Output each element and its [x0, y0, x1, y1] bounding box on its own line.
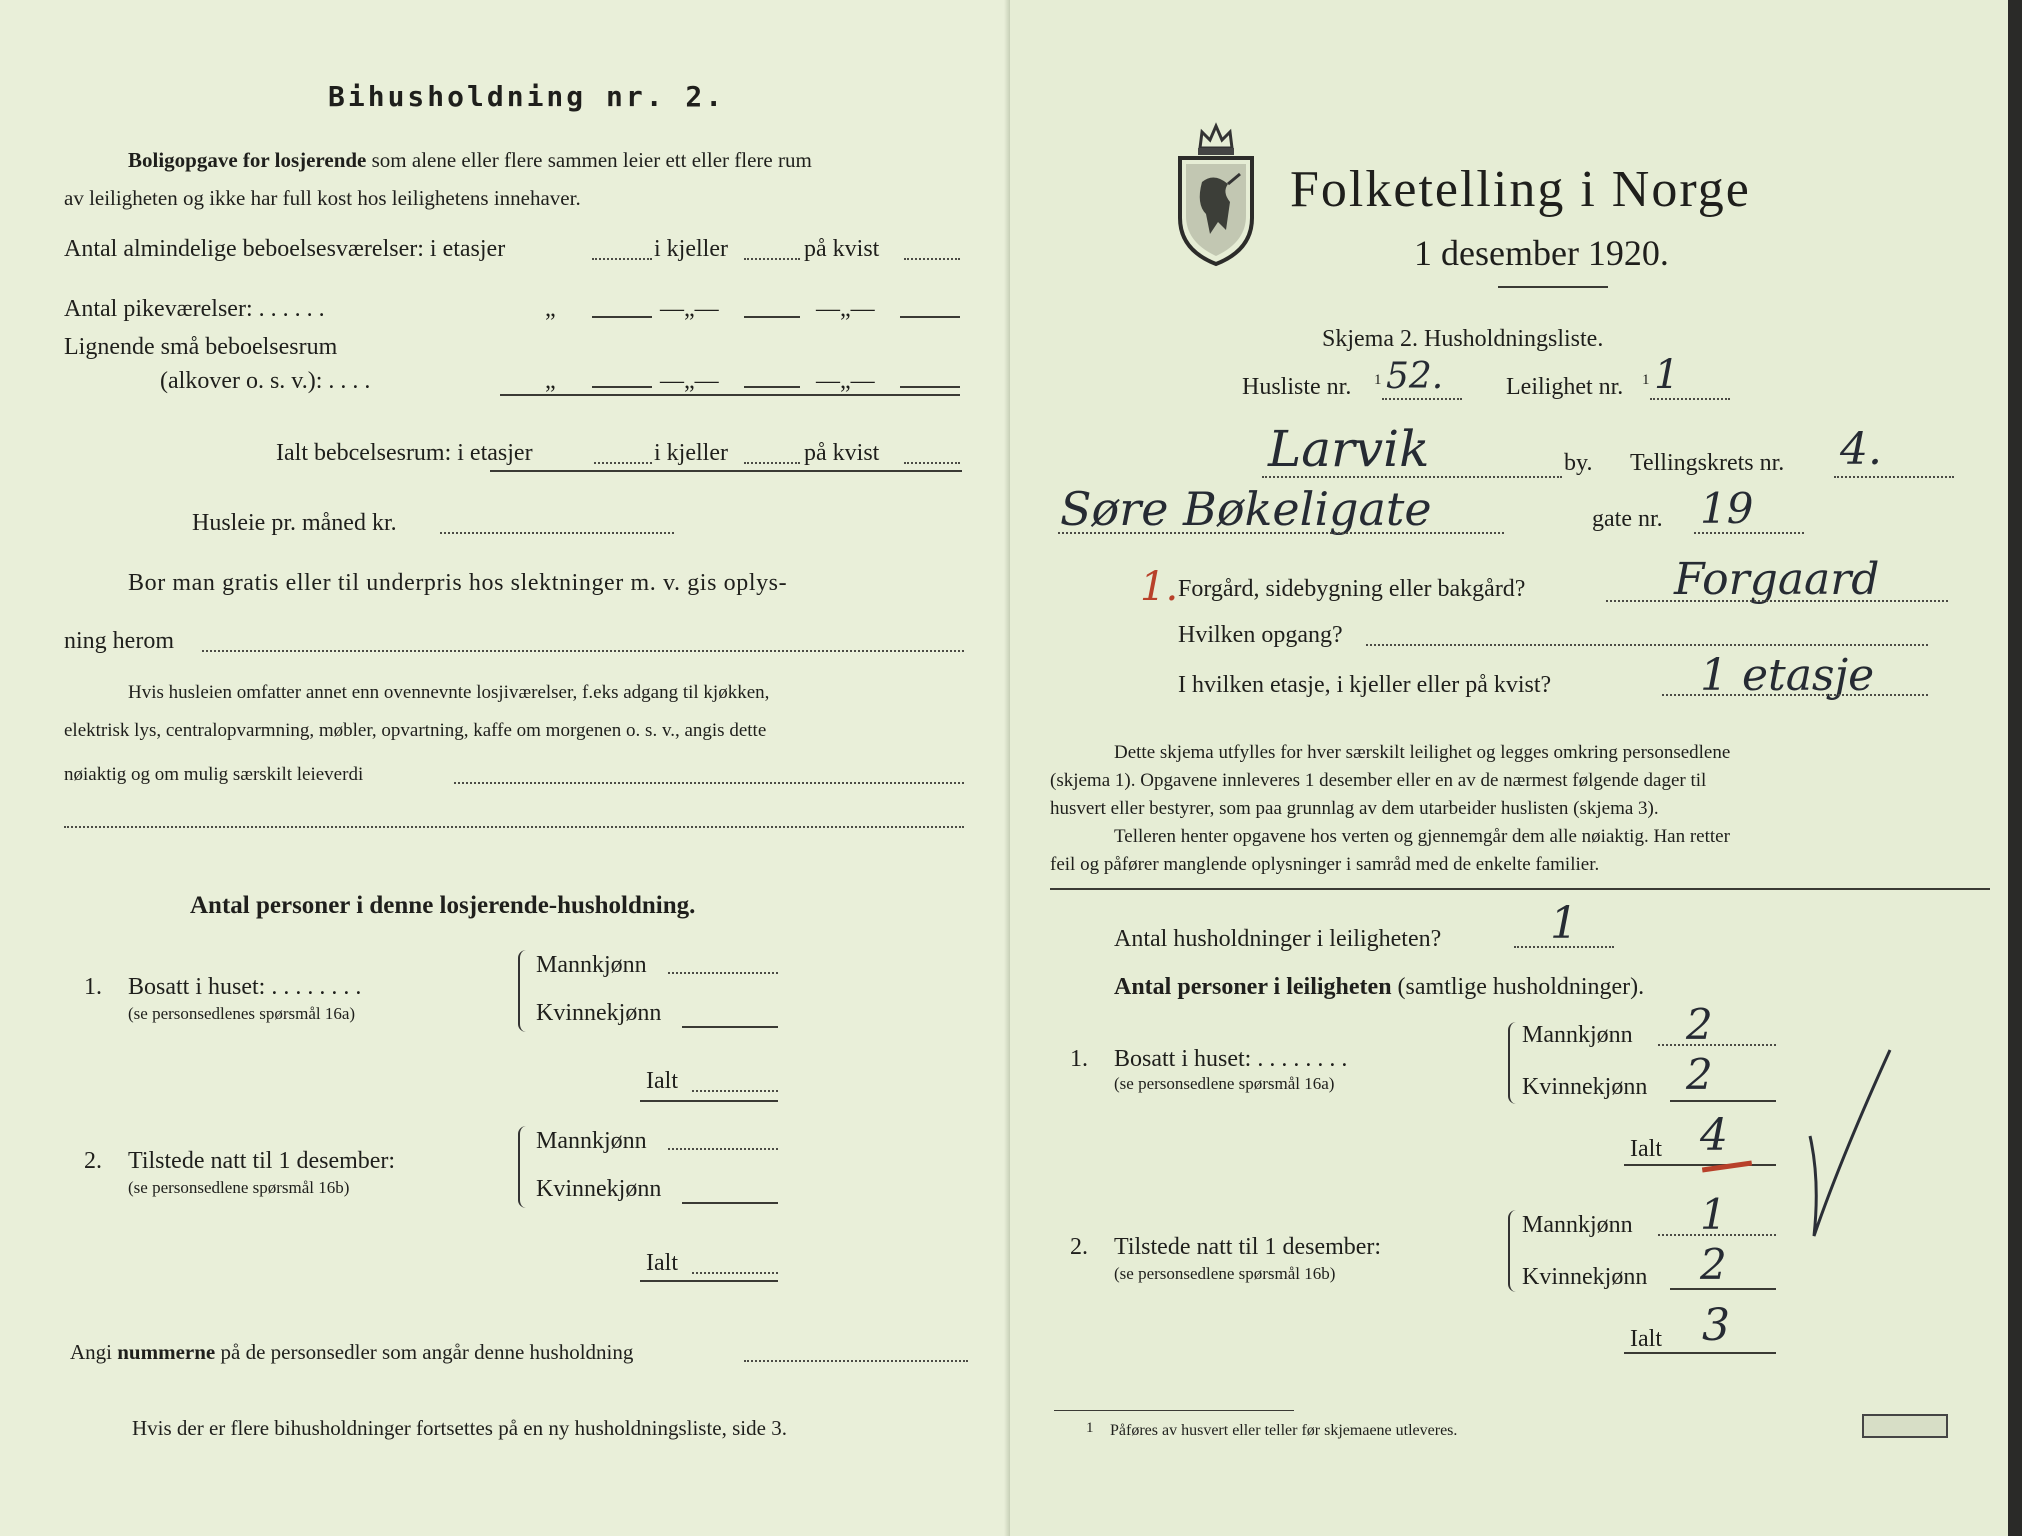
- q2-kvinne-field[interactable]: [682, 1202, 778, 1204]
- angi-bold: nummerne: [117, 1340, 216, 1364]
- r-q2-kvinne-value: 2: [1700, 1240, 1727, 1289]
- r-q1-sub: (se personsedlene spørsmål 16a): [1114, 1074, 1335, 1093]
- husliste-value: 52.: [1386, 356, 1444, 397]
- r-q1-mann-field[interactable]: [1658, 1044, 1776, 1046]
- forgard-value: Forgaard: [1674, 554, 1880, 605]
- tellingskrets-value: 4.: [1840, 424, 1882, 475]
- opgang-label: Hvilken opgang?: [1178, 622, 1343, 648]
- extra-line-field[interactable]: [64, 826, 964, 828]
- r-q2-label: Tilstede natt til 1 desember:: [1114, 1234, 1382, 1260]
- pike-etasjer-field[interactable]: [592, 316, 652, 318]
- pike-dash-1: —„—: [660, 296, 719, 322]
- antal-hush-label: Antal husholdninger i leiligheten?: [1114, 926, 1442, 952]
- forgard-field[interactable]: [1606, 600, 1948, 602]
- r-q1-mann-label: Mannkjønn: [1522, 1022, 1633, 1048]
- bor-man-line-2: ning herom: [64, 628, 174, 654]
- info-line-2: (skjema 1). Opgavene innleveres 1 desember eller en av de nærmest følgende dager til: [1050, 770, 1707, 791]
- kvist-field[interactable]: [904, 258, 960, 260]
- q2-ialt-field[interactable]: [692, 1272, 778, 1274]
- by-value: Larvik: [1268, 420, 1430, 478]
- q1-ialt-underline: [640, 1100, 778, 1102]
- antal-pers-line: [1114, 974, 1644, 1001]
- gate-nr-label: gate nr.: [1592, 506, 1663, 532]
- gate-nr-field[interactable]: [1694, 532, 1804, 534]
- alkover-dash-2: —„—: [816, 368, 875, 394]
- r-q1-number: 1.: [1070, 1046, 1088, 1072]
- q1-label: Bosatt i huset: . . . . . . . .: [128, 974, 362, 1000]
- q2-brace: [518, 1126, 530, 1208]
- lignende-label: Lignende små beboelsesrum: [64, 334, 338, 360]
- r-q2-ialt-label: Ialt: [1630, 1326, 1662, 1352]
- antal-hush-field[interactable]: [1514, 946, 1614, 948]
- footnote-text: Påføres av husvert eller teller før skjemaene utleveres.: [1110, 1422, 1458, 1439]
- kjeller-label: i kjeller: [654, 236, 728, 262]
- etasjer-field[interactable]: [592, 258, 652, 260]
- printer-stamp-icon: [1862, 1414, 1948, 1438]
- margin-check-mark: 1.: [1140, 564, 1179, 610]
- husleie-field[interactable]: [440, 532, 674, 534]
- q1-kvinne-label: Kvinnekjønn: [536, 1000, 662, 1026]
- r-q1-kvinne-field[interactable]: [1670, 1100, 1776, 1102]
- r-q1-label: Bosatt i huset: . . . . . . . .: [1114, 1046, 1348, 1072]
- leilighet-field[interactable]: [1650, 398, 1730, 400]
- q1-mann-label: Mannkjønn: [536, 952, 647, 978]
- ialt-beboelse-label: Ialt bebcelsesrum: i etasjer: [276, 440, 533, 466]
- scan-edge-right: [2008, 0, 2022, 1536]
- leilighet-value: 1: [1654, 352, 1680, 398]
- tellingskrets-field[interactable]: [1834, 476, 1954, 478]
- husleie-label: Husleie pr. måned kr.: [192, 510, 397, 536]
- bor-man-line-1: Bor man gratis eller til underpris hos slektninger m. v. gis oplys-: [128, 570, 788, 596]
- main-title: Folketelling i Norge: [1290, 161, 1751, 218]
- antal-personer-heading: Antal personer i denne losjerende-husholdning.: [190, 892, 696, 919]
- q1-brace: [518, 950, 530, 1032]
- pike-dash-2: —„—: [816, 296, 875, 322]
- intro-rest: som alene eller flere sammen leier ett eller flere rum: [371, 148, 812, 172]
- r-q1-ialt-field[interactable]: [1624, 1164, 1776, 1166]
- footnote-divider: [1054, 1410, 1294, 1411]
- q1-mann-field[interactable]: [668, 972, 778, 974]
- intro-line-1: [128, 148, 812, 173]
- q1-number: 1.: [84, 974, 102, 1000]
- r-q2-number: 2.: [1070, 1234, 1088, 1260]
- leieverdi-field[interactable]: [454, 782, 964, 784]
- skjema-label: Skjema 2. Husholdningsliste.: [1322, 326, 1604, 352]
- forgard-label: Forgård, sidebygning eller bakgård?: [1178, 576, 1526, 602]
- r-q1-kvinne-value: 2: [1686, 1050, 1713, 1099]
- gate-nr-value: 19: [1700, 484, 1754, 533]
- right-page: [1010, 0, 2022, 1536]
- r-q2-kvinne-field[interactable]: [1670, 1288, 1776, 1290]
- etasje-value: 1 etasje: [1700, 650, 1875, 701]
- r-q2-kvinne-label: Kvinnekjønn: [1522, 1264, 1648, 1290]
- hvis-flere-note: Hvis der er flere bihusholdninger fortsettes på en ny husholdningsliste, side 3.: [132, 1416, 787, 1440]
- info-line-4: Telleren henter opgavene hos verten og gjennemgår dem alle nøiaktig. Han retter: [1114, 826, 1730, 847]
- leilighet-label: Leilighet nr.: [1506, 374, 1624, 400]
- opgang-field[interactable]: [1366, 644, 1928, 646]
- gate-value: Søre Bøkeligate: [1060, 482, 1432, 536]
- angi-line: [70, 1340, 633, 1365]
- pikevaerelser-label: Antal pikeværelser: . . . . . .: [64, 296, 325, 322]
- hvis-husleien-2: elektrisk lys, centralopvarmning, møbler, opvartning, kaffe om morgenen o. s. v., angis dette: [64, 720, 767, 741]
- date-divider: [1498, 286, 1608, 288]
- antal-beboelse-label: Antal almindelige beboelsesværelser: i etasjer: [64, 236, 506, 262]
- etasje-label: I hvilken etasje, i kjeller eller på kvist?: [1178, 672, 1552, 698]
- kjeller-field[interactable]: [744, 258, 800, 260]
- footnote-number: 1: [1086, 1420, 1094, 1436]
- kvist-label: på kvist: [804, 236, 880, 262]
- ialt-kjeller-field[interactable]: [744, 462, 800, 464]
- angi-field[interactable]: [744, 1360, 968, 1362]
- ialt-underline: [490, 470, 962, 472]
- hvis-husleien-1: Hvis husleien omfatter annet enn ovennevnte losjiværelser, f.eks adgang til kjøkken,: [128, 682, 770, 703]
- q1-kvinne-field[interactable]: [682, 1026, 778, 1028]
- by-label: by.: [1564, 450, 1593, 476]
- q1-ialt-field[interactable]: [692, 1090, 778, 1092]
- etasje-field[interactable]: [1662, 694, 1928, 696]
- bor-man-field[interactable]: [202, 650, 964, 652]
- angi-pre: Angi: [70, 1340, 112, 1364]
- q1-sub: (se personsedlenes spørsmål 16a): [128, 1004, 356, 1023]
- r-q1-brace: [1508, 1022, 1520, 1104]
- info-line-5: feil og påfører manglende oplysninger i samråd med de enkelte familier.: [1050, 854, 1600, 875]
- info-divider: [1050, 888, 1990, 890]
- r-q2-mann-value: 1: [1700, 1190, 1727, 1239]
- r-q1-kvinne-label: Kvinnekjønn: [1522, 1074, 1648, 1100]
- alkover-kvist-field[interactable]: [900, 386, 960, 388]
- pike-kvist-field[interactable]: [900, 316, 960, 318]
- husliste-label: Husliste nr.: [1242, 374, 1352, 400]
- r-q2-ialt-value: 3: [1702, 1300, 1730, 1351]
- q2-number: 2.: [84, 1148, 102, 1174]
- husliste-footnote-mark: 1: [1374, 372, 1382, 388]
- left-title: Bihusholdning nr. 2.: [328, 80, 726, 113]
- ialt-kjeller-label: i kjeller: [654, 440, 728, 466]
- alkover-dash-1: —„—: [660, 368, 719, 394]
- norwegian-coat-of-arms-icon: [1170, 118, 1262, 268]
- r-q2-brace: [1508, 1210, 1520, 1292]
- pike-comma: „: [545, 296, 556, 322]
- info-line-1: Dette skjema utfylles for hver særskilt leilighet og legges omkring personsedlene: [1114, 742, 1731, 763]
- q2-label: Tilstede natt til 1 desember:: [128, 1148, 396, 1174]
- check-tick-icon: [1800, 1040, 1920, 1240]
- gate-field[interactable]: [1058, 532, 1504, 534]
- antal-pers-bold: Antal personer i leiligheten: [1114, 974, 1392, 1000]
- red-check-mark: [1702, 1161, 1752, 1173]
- ialt-etasjer-field[interactable]: [594, 462, 652, 464]
- q2-mann-field[interactable]: [668, 1148, 778, 1150]
- hvis-husleien-3: nøiaktig og om mulig særskilt leieverdi: [64, 764, 364, 785]
- tellingskrets-label: Tellingskrets nr.: [1630, 450, 1785, 476]
- pike-kjeller-field[interactable]: [744, 316, 800, 318]
- alkover-label: (alkover o. s. v.): . . . .: [160, 368, 371, 394]
- alkover-comma: „: [545, 368, 556, 394]
- q2-sub: (se personsedlene spørsmål 16b): [128, 1178, 350, 1197]
- q1-ialt-label: Ialt: [646, 1068, 678, 1094]
- q2-ialt-underline: [640, 1280, 778, 1282]
- by-field[interactable]: [1262, 476, 1562, 478]
- intro-line-2: av leiligheten og ikke har full kost hos leilighetens innehaver.: [64, 186, 581, 210]
- ialt-kvist-field[interactable]: [904, 462, 960, 464]
- r-q2-ialt-field[interactable]: [1624, 1352, 1776, 1354]
- r-q2-mann-field[interactable]: [1658, 1234, 1776, 1236]
- census-date: 1 desember 1920.: [1414, 233, 1669, 273]
- r-q1-ialt-value: 4: [1700, 1110, 1728, 1161]
- r-q2-sub: (se personsedlene spørsmål 16b): [1114, 1264, 1336, 1283]
- alkover-etasjer-field[interactable]: [592, 386, 652, 388]
- angi-rest: på de personsedler som angår denne husholdning: [220, 1340, 634, 1364]
- q2-kvinne-label: Kvinnekjønn: [536, 1176, 662, 1202]
- r-q1-ialt-label: Ialt: [1630, 1136, 1662, 1162]
- left-page: [0, 0, 1010, 1536]
- info-line-3: husvert eller bestyrer, som paa grunnlag av dem utarbeider huslisten (skjema 3).: [1050, 798, 1659, 819]
- r-q1-mann-value: 2: [1686, 1000, 1713, 1049]
- alkover-kjeller-field[interactable]: [744, 386, 800, 388]
- q2-mann-label: Mannkjønn: [536, 1128, 647, 1154]
- r-q2-mann-label: Mannkjønn: [1522, 1212, 1633, 1238]
- antal-pers-rest: (samtlige husholdninger).: [1397, 974, 1645, 1000]
- husliste-field[interactable]: [1382, 398, 1462, 400]
- ialt-kvist-label: på kvist: [804, 440, 880, 466]
- intro-bold: Boligopgave for losjerende: [128, 148, 367, 172]
- q2-ialt-label: Ialt: [646, 1250, 678, 1276]
- leilighet-footnote-mark: 1: [1642, 372, 1650, 388]
- alkover-underline: [500, 394, 960, 396]
- antal-hush-value: 1: [1550, 898, 1578, 949]
